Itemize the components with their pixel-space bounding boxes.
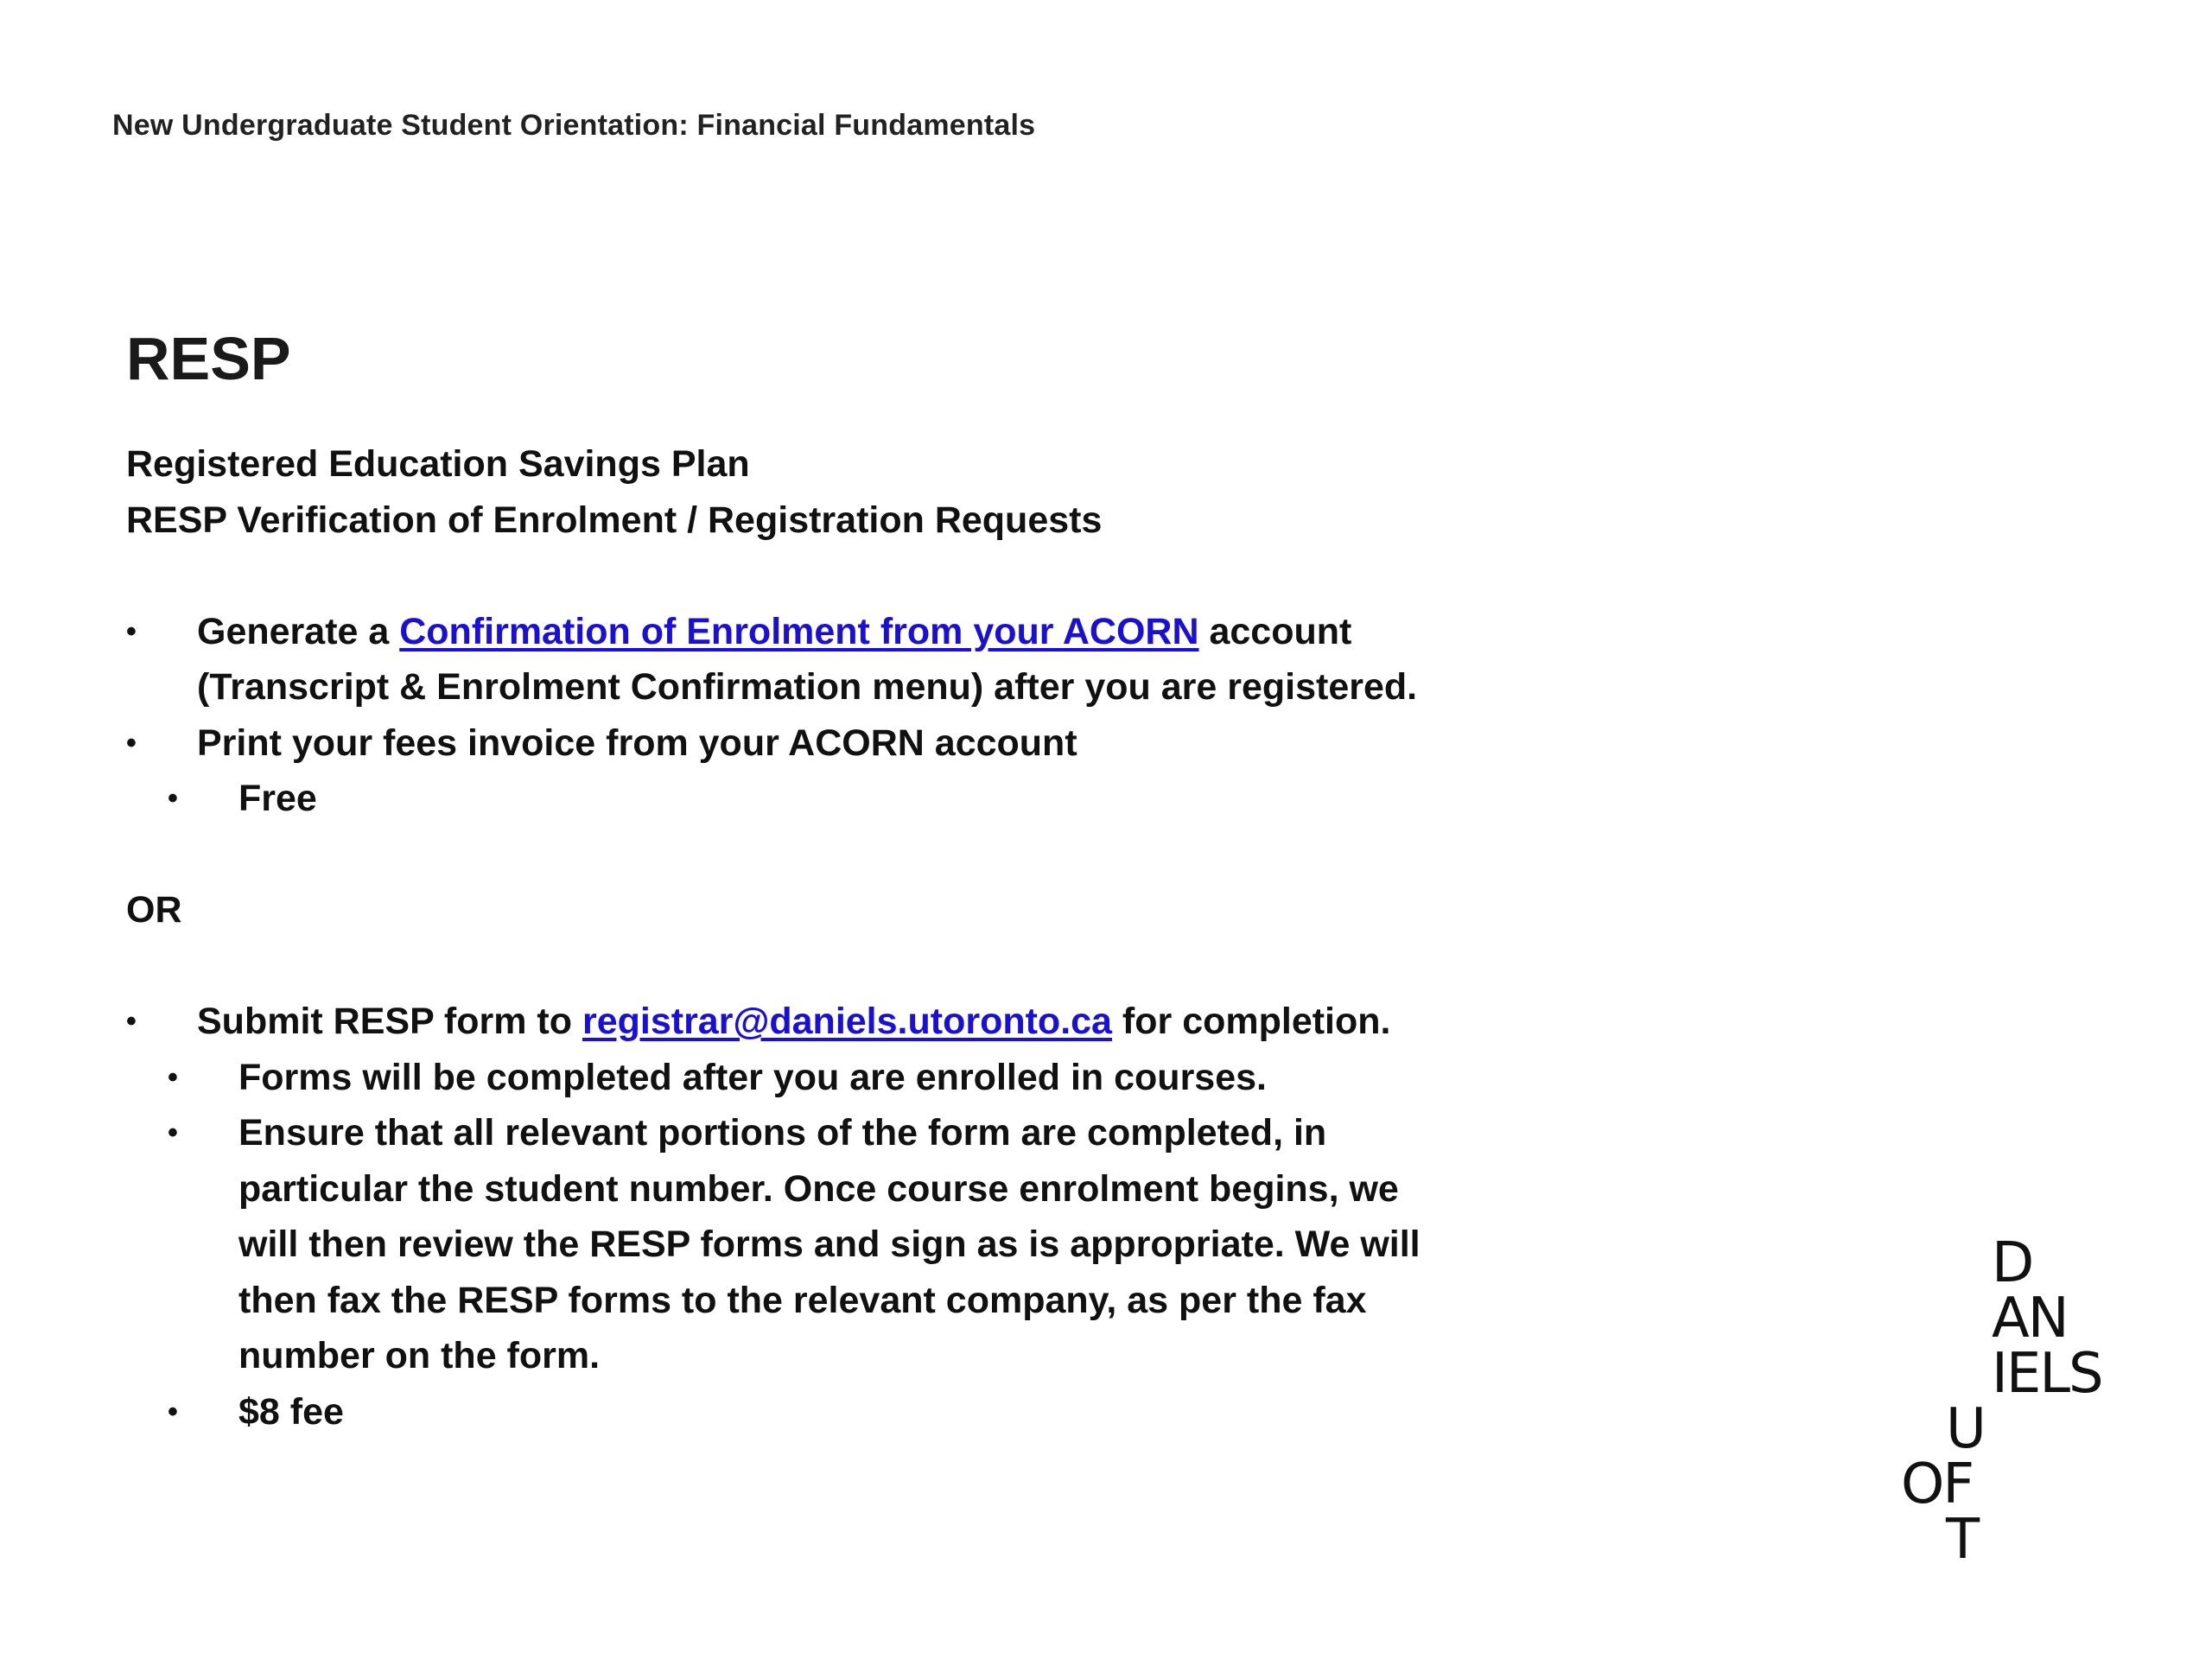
logo-line-6: T [1946, 1508, 1979, 1572]
sub-list-submit [168, 1050, 1421, 1440]
slide-title: RESP [126, 325, 291, 392]
bullet-list-submit [126, 994, 1422, 1050]
presentation-header: New Undergraduate Student Orientation: Financial Fundamentals [112, 109, 1036, 142]
subtitle-verification: RESP Verification of Enrolment / Registration Requests [126, 499, 1103, 541]
list-item-forms-completed [168, 1050, 1421, 1106]
logo-line-1: D [1992, 1231, 2033, 1295]
list-item-fee [168, 1384, 1421, 1440]
spacer [126, 938, 1422, 995]
slide-body [126, 436, 1422, 1440]
list-item-free [168, 771, 1422, 827]
sub-list-fees [168, 771, 1422, 827]
subtitle-plan-name: Registered Education Savings Plan [126, 443, 750, 485]
bullet-text: Ensure that all relevant portions of the form are completed, in particular the student number. Once course enrolment begins, we will then review the RESP forms and sign as is appropriate. We will then fax the RESP forms to the relevant company, as per the fax number on the form. [238, 1112, 1421, 1376]
bullet-text-prefix: Generate a [197, 610, 400, 652]
list-item-submit-form [126, 994, 1422, 1050]
spacer [126, 827, 1422, 883]
list-item-fees-invoice [126, 715, 1422, 772]
list-item-ensure-portions [168, 1105, 1421, 1384]
bullet-text: Print your fees invoice from your ACORN account [197, 721, 1077, 764]
logo-line-5: OF [1901, 1452, 1974, 1516]
registrar-email-link[interactable]: registrar@daniels.utoronto.ca [582, 1001, 1112, 1042]
logo-line-4: U [1946, 1397, 1985, 1461]
or-label: OR [126, 889, 182, 931]
bullet-text-suffix: for completion. [1111, 1001, 1391, 1042]
bullet-text-suffix: account (Transcript & Enrolment Confirmation menu) after you are registered. [197, 610, 1418, 708]
daniels-uoft-logo [1901, 1218, 2143, 1581]
bullet-list-acorn [126, 604, 1422, 772]
list-item-confirmation [126, 604, 1422, 715]
bullet-text-prefix: Submit RESP form to [197, 1001, 582, 1042]
bullet-text: $8 fee [238, 1390, 344, 1433]
bullet-text: Forms will be completed after you are enrolled in courses. [238, 1056, 1267, 1098]
logo-line-2: AN [1992, 1287, 2068, 1351]
confirmation-of-enrolment-link[interactable]: Confirmation of Enrolment from your ACORN [399, 610, 1199, 652]
logo-line-3: IELS [1992, 1342, 2102, 1406]
bullet-text: Free [238, 778, 317, 819]
spacer [126, 548, 1422, 604]
